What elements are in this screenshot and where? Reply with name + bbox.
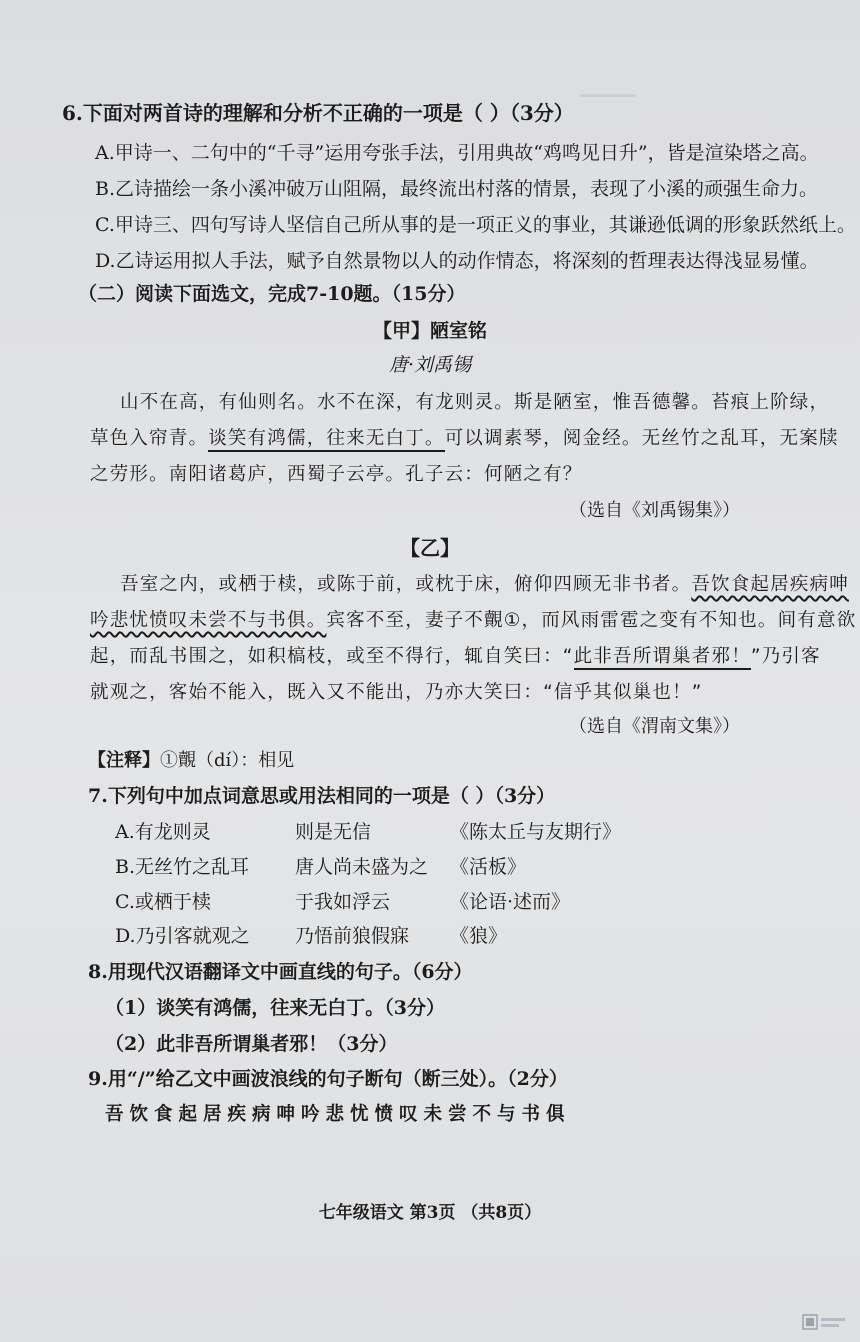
wavy-sentence-part-2: 吟悲忧愤叹未尝不与书俱。 bbox=[90, 610, 327, 631]
q7-row-b-compare: 唐人尚未盛为之 bbox=[295, 856, 429, 878]
passage-a-source: （选自《刘禹锡集》） bbox=[569, 500, 740, 521]
passage-b-line-3-post: ”乃引客 bbox=[750, 646, 821, 667]
q8-item-1: （1）谈笑有鸿儒，往来无白丁。（3分） bbox=[105, 997, 445, 1019]
passage-b-heading: 【乙】 bbox=[400, 536, 460, 560]
section-2-title: （二）阅读下面选文，完成7-10题。（15分） bbox=[78, 283, 466, 305]
q7-row-a-source: 《陈太丘与友期行》 bbox=[450, 821, 622, 843]
passage-b-line-4: 就观之，客始不能入，既入又不能出，乃亦大笑曰：“信乎其似巢也！” bbox=[90, 682, 703, 703]
passage-a-line-3: 之劳形。南阳诸葛庐，西蜀子云亭。孔子云：何陋之有？ bbox=[90, 464, 583, 485]
q7-row-c-source: 《论语·述而》 bbox=[450, 891, 571, 913]
q7-row-c-word: C.或栖于椟 bbox=[115, 891, 211, 913]
passage-a-line-2 bbox=[90, 424, 839, 450]
q6-option-b: B.乙诗描绘一条小溪冲破万山阻隔，最终流出村落的情景，表现了小溪的顽强生命力。 bbox=[95, 178, 819, 200]
q7-row-a-word: A.有龙则灵 bbox=[115, 821, 211, 843]
passage-b-source: （选自《渭南文集》） bbox=[569, 716, 740, 737]
q7-row-b-source: 《活板》 bbox=[450, 856, 527, 878]
scanner-watermark-icon bbox=[802, 1312, 846, 1334]
passage-a-author: 唐·刘禹锡 bbox=[388, 354, 472, 376]
passage-b-line-1-pre: 吾室之内，或栖于椟，或陈于前，或枕于床，俯仰四顾无非书者。 bbox=[120, 574, 692, 595]
q7-row-d-source: 《狼》 bbox=[450, 925, 508, 947]
q9-title: 9.用“/”给乙文中画波浪线的句子断句（断三处）。（2分） bbox=[88, 1068, 568, 1090]
q7-row-a-compare: 则是无信 bbox=[295, 821, 372, 843]
passage-b-line-2-post: 宾客不至，妻子不覿①，而风雨雷雹之变有不知也。间有意欲 bbox=[326, 610, 857, 631]
underlined-sentence-2: 此非吾所谓巢者邪！ bbox=[574, 646, 751, 670]
bleed-through: ▔▔▔▔ bbox=[580, 95, 636, 116]
passage-a-line-2-pre: 草色入帘青。 bbox=[90, 428, 209, 449]
q7-row-d-compare: 乃悟前狼假寐 bbox=[295, 925, 410, 947]
passage-a-line-1: 山不在高，有仙则名。水不在深，有龙则灵。斯是陋室，惟吾德馨。苔痕上阶绿， bbox=[120, 392, 830, 413]
passage-b-line-3-pre: 起，而乱书围之，如积槁枝，或至不得行，辄自笑曰：“ bbox=[90, 646, 574, 667]
wavy-sentence-part-1: 吾饮食起居疾病呻 bbox=[691, 574, 849, 595]
q8-title: 8.用现代汉语翻译文中画直线的句子。（6分） bbox=[88, 961, 473, 983]
annotation bbox=[88, 746, 294, 772]
q7-row-d-word: D.乃引客就观之 bbox=[115, 925, 250, 947]
q7-title: 7.下列句中加点词意思或用法相同的一项是（ ）（3分） bbox=[88, 785, 556, 807]
page-footer: 七年级语文 第3页 （共8页） bbox=[318, 1203, 542, 1223]
annotation-text: ①覿（dí）：相见 bbox=[160, 750, 295, 771]
passage-b-line-1 bbox=[120, 570, 849, 596]
q6-option-a: A.甲诗一、二句中的“千寻”运用夸张手法，引用典故“鸡鸣见日升”，皆是渲染塔之高。 bbox=[95, 142, 819, 164]
passage-a-heading: 【甲】陋室铭 bbox=[372, 320, 487, 342]
q6-option-c: C.甲诗三、四句写诗人坚信自己所从事的是一项正义的事业，其谦逊低调的形象跃然纸上。 bbox=[95, 214, 856, 236]
passage-b-line-2 bbox=[90, 606, 856, 632]
q7-row-b-word: B.无丝竹之乱耳 bbox=[115, 856, 250, 878]
q7-row-c-compare: 于我如浮云 bbox=[295, 891, 391, 913]
underlined-sentence-1: 谈笑有鸿儒，往来无白丁。 bbox=[208, 428, 444, 452]
q6-option-d: D.乙诗运用拟人手法，赋予自然景物以人的动作情态，将深刻的哲理表达得浅显易懂。 bbox=[95, 250, 819, 272]
annotation-label: 【注释】 bbox=[88, 750, 160, 771]
passage-a-line-2-post: 可以调素琴，阅金经。无丝竹之乱耳，无案牍 bbox=[444, 428, 839, 449]
q8-item-2: （2）此非吾所谓巢者邪！（3分） bbox=[105, 1033, 398, 1055]
q6-title: 6.下面对两首诗的理解和分析不正确的一项是（ ）（3分） bbox=[62, 101, 574, 125]
passage-b-line-3 bbox=[90, 642, 821, 668]
q9-sentence: 吾饮食起居疾病呻吟悲忧愤叹未尝不与书俱 bbox=[105, 1104, 571, 1125]
